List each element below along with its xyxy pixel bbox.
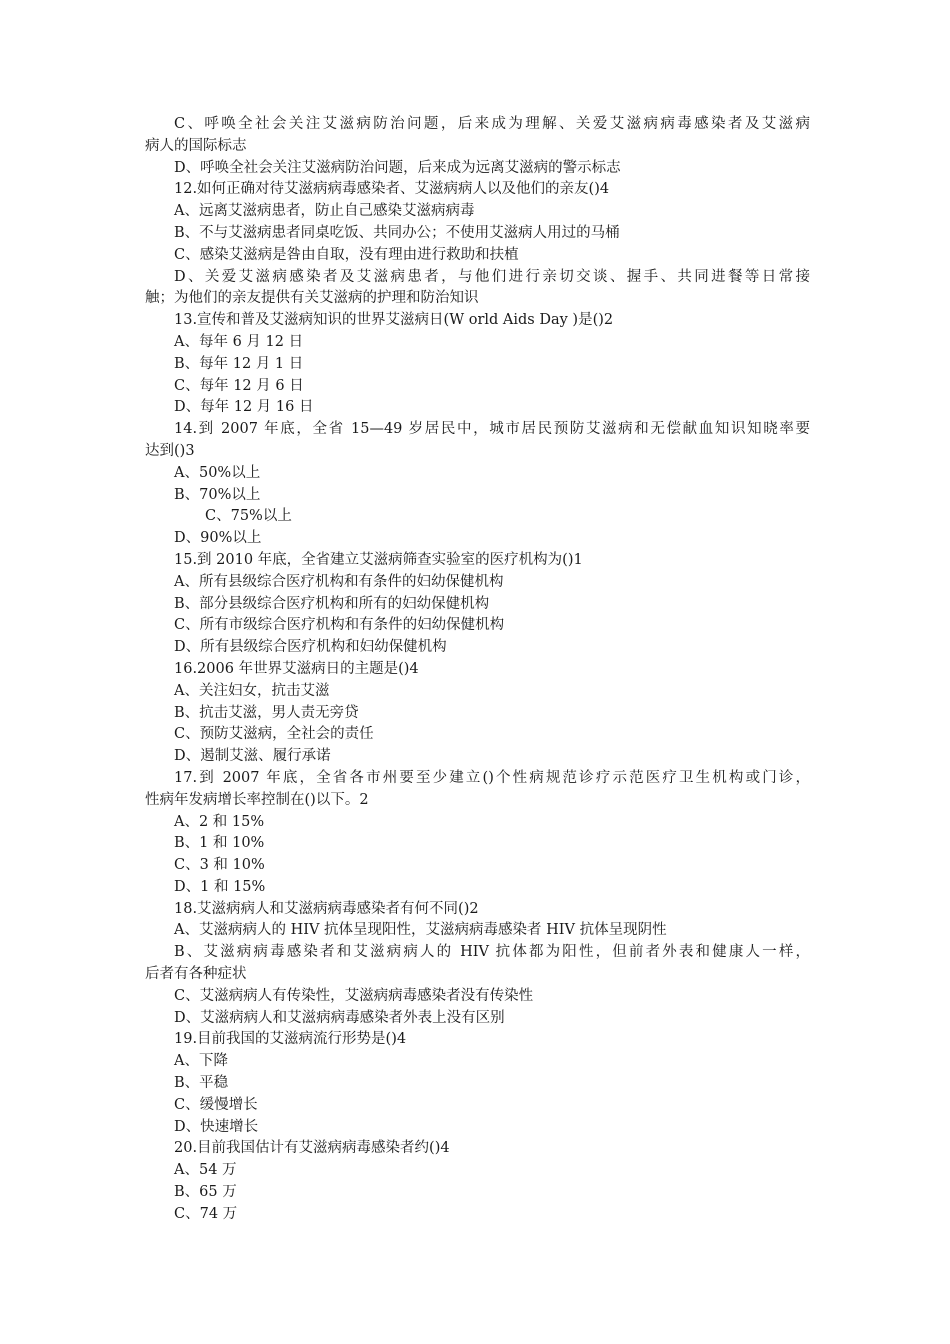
text-line: B、艾滋病病毒感染者和艾滋病病人的 HIV 抗体都为阳性，但前者外表和健康人一样， bbox=[174, 944, 810, 961]
text-line: A、每年 6 月 12 日 bbox=[174, 333, 304, 350]
text-line: B、65 万 bbox=[174, 1184, 237, 1201]
text-line: C、艾滋病病人有传染性，艾滋病病毒感染者没有传染性 bbox=[174, 987, 534, 1004]
text-line: A、关注妇女，抗击艾滋 bbox=[174, 682, 330, 699]
text-line: B、每年 12 月 1 日 bbox=[174, 355, 304, 372]
text-line: A、50%以上 bbox=[174, 464, 261, 481]
text-line: D、遏制艾滋、履行承诺 bbox=[174, 748, 331, 765]
text-line: 14.到 2007 年底，全省 15—49 岁居民中，城市居民预防艾滋病和无偿献血知识知晓率要 bbox=[174, 421, 810, 438]
text-line: A、艾滋病病人的 HIV 抗体呈现阳性，艾滋病病毒感染者 HIV 抗体呈现阴性 bbox=[174, 922, 667, 939]
text-line: 12.如何正确对待艾滋病病毒感染者、艾滋病病人以及他们的亲友()4 bbox=[174, 181, 610, 198]
text-line: C、呼唤全社会关注艾滋病防治问题，后来成为理解、关爱艾滋病病毒感染者及艾滋病 bbox=[174, 116, 810, 132]
text-line: D、关爱艾滋病感染者及艾滋病患者，与他们进行亲切交谈、握手、共同进餐等日常接 bbox=[174, 268, 810, 285]
text-line: 15.到 2010 年底，全省建立艾滋病筛查实验室的医疗机构为()1 bbox=[174, 551, 583, 568]
text-line: C、每年 12 月 6 日 bbox=[174, 377, 304, 394]
text-line: 18.艾滋病病人和艾滋病病毒感染者有何不同()2 bbox=[174, 900, 479, 917]
text-line: D、1 和 15% bbox=[174, 878, 266, 895]
text-line: 达到()3 bbox=[145, 442, 195, 459]
text-line: 17.到 2007 年底，全省各市州要至少建立()个性病规范诊疗示范医疗卫生机构或门诊， bbox=[174, 769, 810, 786]
text-line: D、90%以上 bbox=[174, 530, 262, 547]
text-line: A、远离艾滋病患者，防止自己感染艾滋病病毒 bbox=[174, 203, 475, 220]
text-line: A、54 万 bbox=[174, 1162, 237, 1179]
text-line: 后者有各种症状 bbox=[145, 966, 247, 983]
text-line: D、快速增长 bbox=[174, 1118, 259, 1135]
text-line: C、所有市级综合医疗机构和有条件的妇幼保健机构 bbox=[174, 617, 505, 634]
text-line: A、2 和 15% bbox=[174, 813, 265, 830]
text-line: A、下降 bbox=[174, 1053, 228, 1070]
text-line: 触；为他们的亲友提供有关艾滋病的护理和防治知识 bbox=[145, 290, 479, 307]
text-line: B、1 和 10% bbox=[174, 835, 265, 852]
text-line: A、所有县级综合医疗机构和有条件的妇幼保健机构 bbox=[174, 573, 504, 590]
text-line: 13.宣传和普及艾滋病知识的世界艾滋病日(W orld Aids Day )是()2 bbox=[174, 312, 614, 329]
text-line: 性病年发病增长率控制在()以下。2 bbox=[145, 791, 369, 808]
text-line: 病人的国际标志 bbox=[145, 137, 247, 154]
text-line: 16.2006 年世界艾滋病日的主题是()4 bbox=[174, 660, 419, 677]
document-body bbox=[145, 114, 810, 1226]
text-line: C、预防艾滋病，全社会的责任 bbox=[174, 726, 374, 743]
text-line: B、平稳 bbox=[174, 1075, 229, 1092]
text-line: C、3 和 10% bbox=[174, 857, 265, 874]
text-line: C、75%以上 bbox=[205, 508, 292, 525]
text-line: 20.目前我国估计有艾滋病病毒感染者约()4 bbox=[174, 1140, 450, 1157]
text-line: C、74 万 bbox=[174, 1205, 238, 1222]
text-line: D、呼唤全社会关注艾滋病防治问题，后来成为远离艾滋病的警示标志 bbox=[174, 159, 621, 176]
text-line: B、不与艾滋病患者同桌吃饭、共同办公；不使用艾滋病人用过的马桶 bbox=[174, 224, 620, 241]
text-line: C、缓慢增长 bbox=[174, 1096, 258, 1113]
text-line: D、所有县级综合医疗机构和妇幼保健机构 bbox=[174, 639, 447, 656]
text-line: B、部分县级综合医疗机构和所有的妇幼保健机构 bbox=[174, 595, 490, 612]
text-line: C、感染艾滋病是咎由自取，没有理由进行救助和扶植 bbox=[174, 246, 519, 263]
text-line: B、抗击艾滋，男人责无旁贷 bbox=[174, 704, 359, 721]
text-line: 19.目前我国的艾滋病流行形势是()4 bbox=[174, 1031, 407, 1048]
text-line: D、每年 12 月 16 日 bbox=[174, 399, 314, 416]
text-line: B、70%以上 bbox=[174, 486, 261, 503]
text-line: D、艾滋病病人和艾滋病病毒感染者外表上没有区别 bbox=[174, 1009, 505, 1026]
